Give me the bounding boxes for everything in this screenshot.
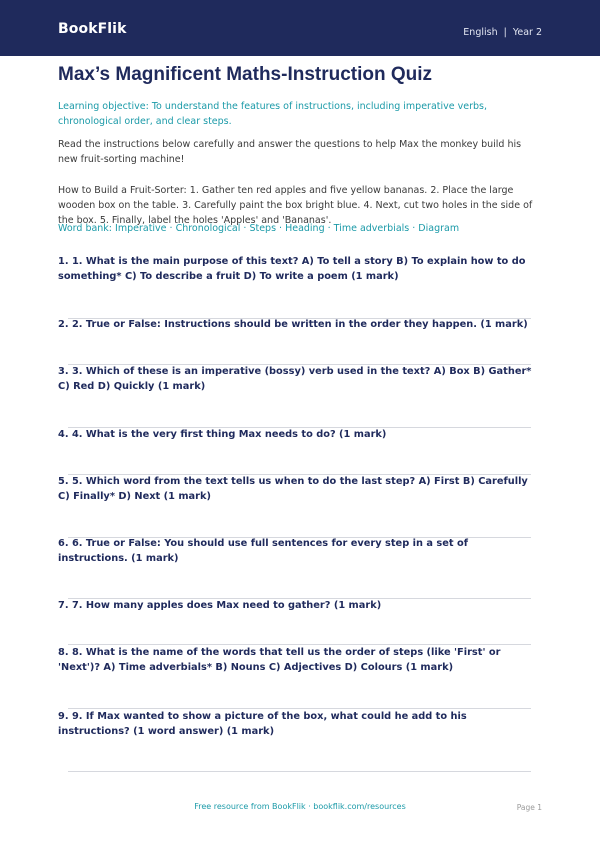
page-title: Max’s Magnificent Maths-Instruction Quiz: [58, 64, 433, 85]
question-4: 4. 4. What is the very first thing Max needs to do? (1 mark): [58, 429, 387, 440]
question-5: 5. 5. Which word from the text tells us when to do the last step? A) First B) Carefully C) Finally* D) Next (1 mark): [58, 476, 528, 502]
header-meta: [463, 27, 542, 38]
header-bar: [0, 0, 600, 56]
brand-logo[interactable]: BookFlik: [58, 21, 127, 37]
footer-credit[interactable]: Free resource from BookFlik · bookflik.com/resources: [194, 802, 406, 811]
question-8: 8. 8. What is the name of the words that tell us the order of steps (like 'First' or 'Next')? A) Time adverbials* B) Nouns C) Adjectives D) Colours (1 mark): [58, 647, 501, 673]
year-label: Year 2: [512, 27, 542, 38]
question-6: 6. 6. True or False: You should use full sentences for every step in a set of instructions. (1 mark): [58, 538, 468, 564]
question-2: 2. 2. True or False: Instructions should be written in the order they happen. (1 mark): [58, 319, 528, 330]
page-number: Page 1: [516, 803, 542, 812]
intro-paragraph: Read the instructions below carefully and answer the questions to help Max the monkey build his new fruit-sorting machine!: [58, 139, 522, 165]
answer-line-9[interactable]: [68, 771, 531, 772]
word-bank: Word bank: Imperative · Chronological · Steps · Heading · Time adverbials · Diagram: [58, 223, 460, 234]
question-3: 3. 3. Which of these is an imperative (bossy) verb used in the text? A) Box B) Gather* C) Red D) Quickly (1 mark): [58, 366, 532, 392]
meta-separator: |: [503, 27, 507, 38]
question-7: 7. 7. How many apples does Max need to gather? (1 mark): [58, 600, 382, 611]
learning-objective: Learning objective: To understand the features of instructions, including imperative verbs, chronological order, and clear steps.: [58, 101, 488, 127]
subject-label: English: [463, 27, 498, 38]
question-1: 1. 1. What is the main purpose of this text? A) To tell a story B) To explain how to do something* C) To describe a fruit D) To write a poem (1 mark): [58, 256, 526, 282]
question-9: 9. 9. If Max wanted to show a picture of the box, what could he add to his instructions? (1 word answer) (1 mark): [58, 711, 467, 737]
instruction-text: How to Build a Fruit-Sorter: 1. Gather ten red apples and five yellow bananas. 2. Place the large wooden box on the table. 3. Carefully paint the box bright blue. 4. Next, cut two holes in the side of the box. 5. Finally, label the holes 'Apples' and 'Bananas'.: [58, 185, 533, 226]
